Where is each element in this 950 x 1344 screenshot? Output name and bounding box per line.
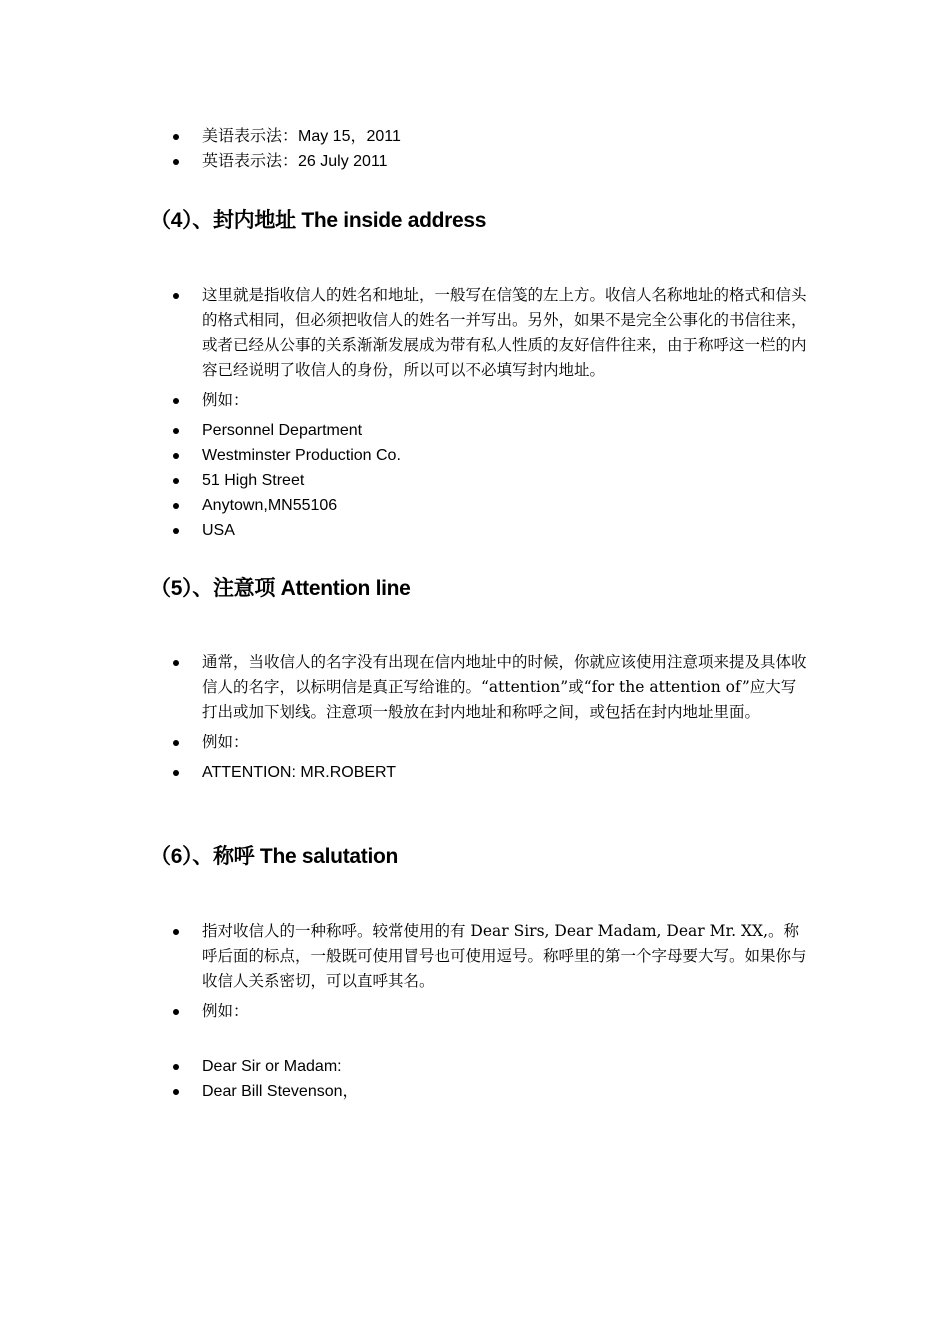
list-item: ATTENTION: MR.ROBERT	[0, 760, 808, 785]
list-item: Westminster Production Co.	[0, 443, 808, 468]
list-item-example-label: 例如：	[0, 999, 808, 1024]
list-item: 英语表示法：26 July 2011	[0, 149, 808, 174]
list-item: 51 High Street	[0, 468, 808, 493]
list-item: Anytown,MN55106	[0, 493, 808, 518]
list-item-paragraph: 这里就是指收信人的姓名和地址，一般写在信笺的左上方。收信人名称地址的格式和信头的格式相同，但必须把收信人的姓名一并写出。另外，如果不是完全公事化的书信往来，或者已经从公事的关系渐渐发展成为带有私人性质的友好信件往来，由于称呼这一栏的内容已经说明了收信人的身份，所以可以不必填写封内地址。	[0, 283, 808, 383]
date-format-list	[0, 124, 950, 174]
list-item: USA	[0, 518, 808, 543]
list-item-paragraph: 指对收信人的一种称呼。较常使用的有 Dear Sirs, Dear Madam, Dear Mr. XX,。称呼后面的标点，一般既可使用冒号也可使用逗号。称呼里的第一个字母要大写。如果你与收信人关系密切，可以直呼其名。	[0, 919, 808, 994]
list-item: 美语表示法：May 15，2011	[0, 124, 808, 149]
list-item-example-label: 例如：	[0, 730, 808, 755]
list-item: Personnel Department	[0, 418, 808, 443]
list-item: Dear Sir or Madam:	[0, 1054, 808, 1079]
list-item-paragraph: 通常，当收信人的名字没有出现在信内地址中的时候，你就应该使用注意项来提及具体收信人的名字，以标明信是真正写给谁的。“attention”或“for the attention of”应大写打出或加下划线。注意项一般放在封内地址和称呼之间，或包括在封内地址里面。	[0, 650, 808, 725]
section-list-attention-line	[0, 650, 950, 785]
section-list-salutation	[0, 919, 950, 1104]
list-item: Dear Bill Stevenson，	[0, 1079, 808, 1104]
section-heading-inside-address: （4）、封内地址 The inside address	[150, 209, 487, 232]
section-heading-salutation: （6）、称呼 The salutation	[150, 845, 399, 868]
section-heading-attention-line: （5）、注意项 Attention line	[150, 577, 411, 600]
section-list-inside-address	[0, 283, 950, 543]
list-item-example-label: 例如：	[0, 388, 808, 413]
